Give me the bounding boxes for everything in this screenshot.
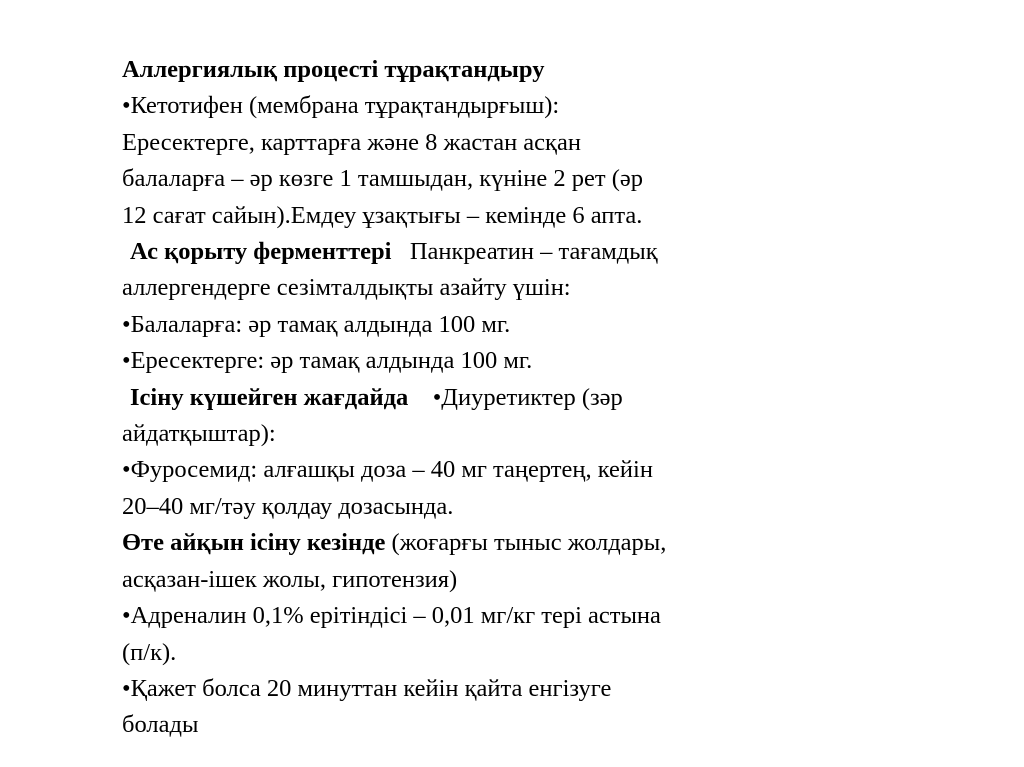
text-line: 12 сағат сайын).Емдеу ұзақтығы – кемінде 6 апта.: [122, 201, 643, 229]
section-heading-edema: Ісіну күшейген жағдайда: [130, 383, 409, 411]
text-line: болады: [122, 711, 199, 739]
text-line: [122, 380, 802, 416]
text-fragment: (жоғарғы тыныс жолдары,: [385, 529, 667, 557]
spacer: [408, 384, 433, 411]
text-line: •Фуросемид: алғашқы доза – 40 мг таңертең, кейін: [122, 456, 653, 484]
text-fragment: Панкреатин – тағамдық: [409, 238, 658, 266]
spacer: [391, 238, 409, 265]
text-line: (п/к).: [122, 638, 177, 666]
section-heading-stabilization: Аллергиялық процесті тұрақтандыру: [122, 56, 545, 83]
text-line: •Балаларға: әр тамақ алдында 100 мг.: [122, 310, 511, 338]
text-line: 20–40 мг/тәу қолдау дозасында.: [122, 492, 454, 520]
section-heading-severe-edema: Өте айқын ісіну кезінде: [122, 529, 386, 557]
text-line: •Кетотифен (мембрана тұрақтандырғыш):: [122, 92, 560, 120]
text-line: •Қажет болса 20 минуттан кейін қайта енгізуге: [122, 674, 612, 702]
slide-text-block: [122, 52, 802, 744]
text-line: балаларға – әр көзге 1 тамшыдан, күніне 2 рет (әр: [122, 165, 644, 193]
text-line: •Адреналин 0,1% ерітіндісі – 0,01 мг/кг тері астына: [122, 602, 661, 630]
text-line: айдатқыштар):: [122, 420, 276, 448]
text-line: [122, 525, 802, 561]
text-line: •Ересектерге: әр тамақ алдында 100 мг.: [122, 347, 533, 375]
text-fragment: •Диуретиктер (зәр: [432, 383, 623, 411]
text-line: асқазан-ішек жолы, гипотензия): [122, 565, 458, 593]
section-heading-enzymes: Ас қорыту ферменттері: [130, 238, 392, 266]
text-line: аллергендерге сезімталдықты азайту үшін:: [122, 274, 571, 302]
text-line: Ересектерге, карттарға және 8 жастан асқан: [122, 128, 581, 156]
text-line: [122, 234, 802, 270]
